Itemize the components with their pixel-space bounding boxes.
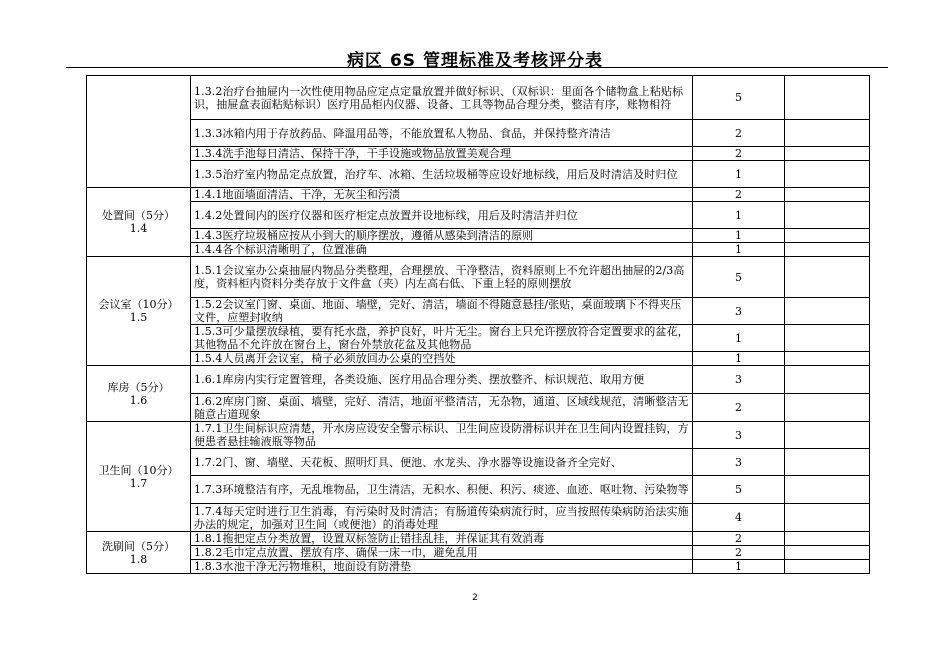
title-rule bbox=[66, 67, 888, 68]
criterion-text: 1.5.4人员离开会议室，椅子必须放回办公桌的空挡处 bbox=[191, 352, 693, 366]
score-cell: 1 bbox=[693, 560, 785, 574]
score-cell: 3 bbox=[693, 422, 785, 449]
score-cell: 3 bbox=[693, 298, 785, 325]
criterion-text: 1.6.1库房内实行定置管理，各类设施、医疗用品合理分类、摆放整齐、标识规范、取用方便 bbox=[191, 366, 693, 394]
category-cell bbox=[87, 76, 191, 188]
evaluation-cell bbox=[785, 147, 870, 161]
score-cell: 5 bbox=[693, 476, 785, 504]
criterion-text: 1.7.2门、窗、墙壁、天花板、照明灯具、便池、水龙头、净水器等设施设备齐全完好、 bbox=[191, 449, 693, 476]
table-row bbox=[87, 298, 870, 325]
evaluation-cell bbox=[785, 449, 870, 476]
criterion-text: 1.8.2毛巾定点放置、摆放有序、确保一床一巾，避免乱用 bbox=[191, 546, 693, 560]
criterion-text: 1.4.3医疗垃圾桶应按从小到大的顺序摆放，遵循从感染到清洁的原则 bbox=[191, 229, 693, 243]
criterion-text: 1.4.1地面墙面清洁、干净，无灰尘和污渍 bbox=[191, 188, 693, 202]
table-row bbox=[87, 161, 870, 188]
score-cell: 2 bbox=[693, 546, 785, 560]
evaluation-cell bbox=[785, 188, 870, 202]
evaluation-cell bbox=[785, 76, 870, 120]
table-row bbox=[87, 504, 870, 532]
score-cell: 2 bbox=[693, 120, 785, 147]
evaluation-cell bbox=[785, 504, 870, 532]
category-name: 洗刷间（5分） bbox=[102, 539, 175, 553]
category-name: 处置间（5分） bbox=[102, 209, 175, 222]
criterion-text: 1.7.4每天定时进行卫生消毒，有污染时及时清洁；有肠道传染病流行时，应当按照传染病防治法实施办法的规定，加强对卫生间（或便池）的消毒处理 bbox=[191, 504, 693, 532]
table-row bbox=[87, 76, 870, 120]
criterion-text: 1.5.1会议室办公桌抽屉内物品分类整理，合理摆放、干净整洁，资料原则上不允许超出抽屉的2/3高度，资料柜内资料分类存放于文件盒（夹）内左高右低、下重上轻的原则摆放 bbox=[191, 257, 693, 298]
score-cell: 3 bbox=[693, 366, 785, 394]
criterion-text: 1.7.3环境整洁有序，无乱堆物品，卫生清洁，无积水、积便、积污、痰迹、血迹、呕吐物、污染物等 bbox=[191, 476, 693, 504]
evaluation-cell bbox=[785, 161, 870, 188]
evaluation-cell bbox=[785, 229, 870, 243]
table-row bbox=[87, 449, 870, 476]
evaluation-cell bbox=[785, 120, 870, 147]
evaluation-cell bbox=[785, 546, 870, 560]
score-cell: 1 bbox=[693, 243, 785, 257]
criterion-text: 1.4.2处置间内的医疗仪器和医疗柜定点放置并设地标线，用后及时清洁并归位 bbox=[191, 202, 693, 229]
category-code: 1.5 bbox=[129, 311, 148, 324]
evaluation-cell bbox=[785, 532, 870, 546]
table-row bbox=[87, 546, 870, 560]
evaluation-cell bbox=[785, 325, 870, 352]
table-row bbox=[87, 394, 870, 422]
criterion-text: 1.6.2库房门窗、桌面、墙壁，完好、清洁，地面平整清洁，无杂物，通道、区域线规范，清晰整洁无随意占道现象 bbox=[191, 394, 693, 422]
score-cell: 5 bbox=[693, 76, 785, 120]
criterion-text: 1.5.2会议室门窗、桌面、地面、墙壁，完好、清洁，墙面不得随意悬挂/张贴，桌面玻璃下不得夹压文件，应塑封收纳 bbox=[191, 298, 693, 325]
score-cell: 2 bbox=[693, 147, 785, 161]
score-cell: 3 bbox=[693, 449, 785, 476]
evaluation-cell bbox=[785, 243, 870, 257]
score-cell: 2 bbox=[693, 394, 785, 422]
table-row bbox=[87, 366, 870, 394]
score-cell: 1 bbox=[693, 161, 785, 188]
score-cell: 4 bbox=[693, 504, 785, 532]
criterion-text: 1.8.3水池干净无污物堆积，地面设有防滑垫 bbox=[191, 560, 693, 574]
category-cell bbox=[87, 366, 191, 422]
evaluation-cell bbox=[785, 257, 870, 298]
table-row bbox=[87, 352, 870, 366]
score-cell: 2 bbox=[693, 188, 785, 202]
table-row bbox=[87, 243, 870, 257]
score-cell: 5 bbox=[693, 257, 785, 298]
criterion-text: 1.3.2治疗台抽屉内一次性使用物品应定点定量放置并做好标识、（双标识：里面各个储物盒上粘贴标识，抽屉盒表面粘贴标识）医疗用品柜内仪器、设备、工具等物品合理分类，整洁有序，账物相符 bbox=[191, 76, 693, 120]
table-row bbox=[87, 257, 870, 298]
page-number: 2 bbox=[472, 593, 478, 603]
score-cell: 1 bbox=[693, 352, 785, 366]
evaluation-cell bbox=[785, 476, 870, 504]
evaluation-cell bbox=[785, 422, 870, 449]
criterion-text: 1.3.4洗手池每日清洁、保持干净，干手设施或物品放置美观合理 bbox=[191, 147, 693, 161]
evaluation-cell bbox=[785, 366, 870, 394]
category-name: 卫生间（10分） bbox=[98, 463, 179, 477]
criterion-text: 1.8.1拖把定点分类放置，设置双标签防止错挂乱挂，并保证其有效消毒 bbox=[191, 532, 693, 546]
category-cell bbox=[87, 422, 191, 532]
category-cell bbox=[87, 257, 191, 366]
criterion-text: 1.7.1卫生间标识应清楚，开水房应设安全警示标识、卫生间应设防滑标识并在卫生间内设置挂钩，方便患者悬挂输液瓶等物品 bbox=[191, 422, 693, 449]
table-row bbox=[87, 188, 870, 202]
category-code: 1.4 bbox=[129, 222, 148, 235]
category-name: 会议室（10分） bbox=[98, 298, 179, 311]
evaluation-cell bbox=[785, 202, 870, 229]
evaluation-cell bbox=[785, 560, 870, 574]
table-row bbox=[87, 229, 870, 243]
category-code: 1.8 bbox=[129, 552, 148, 566]
category-code: 1.6 bbox=[129, 393, 148, 407]
category-cell bbox=[87, 188, 191, 257]
table-row bbox=[87, 202, 870, 229]
document-title: 病区 6S 管理标准及考核评分表 bbox=[347, 51, 603, 71]
table-row bbox=[87, 325, 870, 352]
criterion-text: 1.5.3可少量摆放绿植，要有托水盘，养护良好，叶片无尘。窗台上只允许摆放符合定置要求的盆花，其他物品不允许放在窗台上，窗台外禁放花盆及其他物品 bbox=[191, 325, 693, 352]
criterion-text: 1.3.3冰箱内用于存放药品、降温用品等，不能放置私人物品、食品，并保持整齐清洁 bbox=[191, 120, 693, 147]
score-cell: 1 bbox=[693, 325, 785, 352]
category-name: 库房（5分） bbox=[107, 380, 170, 394]
table-row bbox=[87, 120, 870, 147]
criterion-text: 1.4.4各个标识清晰明了，位置准确 bbox=[191, 243, 693, 257]
table-row bbox=[87, 560, 870, 574]
scoring-table bbox=[86, 75, 870, 574]
table-row bbox=[87, 147, 870, 161]
table-row bbox=[87, 532, 870, 546]
score-cell: 1 bbox=[693, 202, 785, 229]
table-row bbox=[87, 422, 870, 449]
score-cell: 1 bbox=[693, 229, 785, 243]
table-row bbox=[87, 476, 870, 504]
criterion-text: 1.3.5治疗室内物品定点放置，治疗车、冰箱、生活垃圾桶等应设好地标线，用后及时清洁及时归位 bbox=[191, 161, 693, 188]
evaluation-cell bbox=[785, 352, 870, 366]
evaluation-cell bbox=[785, 394, 870, 422]
scoring-table-body bbox=[87, 76, 870, 574]
evaluation-cell bbox=[785, 298, 870, 325]
category-code: 1.7 bbox=[129, 476, 148, 490]
score-cell: 2 bbox=[693, 532, 785, 546]
category-cell bbox=[87, 532, 191, 574]
